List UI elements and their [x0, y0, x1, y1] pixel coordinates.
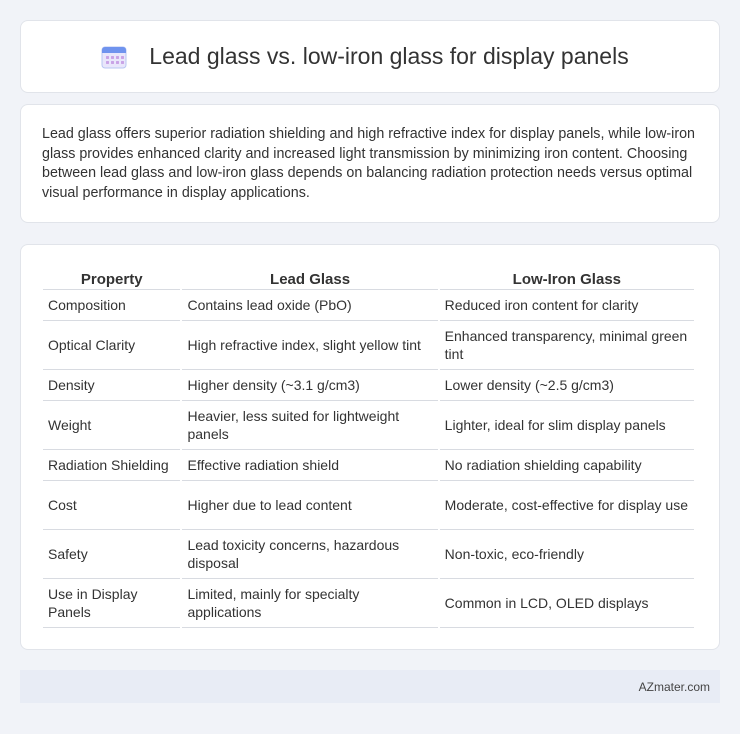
- cell-low-iron-glass: Lower density (~2.5 g/cm3): [440, 370, 694, 401]
- calendar-icon: [101, 45, 127, 69]
- table-row: [43, 579, 694, 628]
- cell-property: Safety: [43, 530, 180, 579]
- cell-lead-glass: Effective radiation shield: [182, 450, 437, 481]
- cell-low-iron-glass: Moderate, cost-effective for display use: [440, 481, 694, 530]
- table-row: [43, 290, 694, 321]
- table-row: [43, 370, 694, 401]
- cell-lead-glass: Limited, mainly for specialty applications: [182, 579, 437, 628]
- cell-property: Composition: [43, 290, 180, 321]
- table-row: [43, 450, 694, 481]
- footer-brand: AZmater.com: [638, 679, 710, 694]
- table-row: [43, 321, 694, 370]
- table-row: [43, 530, 694, 579]
- intro-card: [20, 104, 720, 223]
- page-title: Lead glass vs. low-iron glass for display panels: [149, 43, 629, 69]
- cell-property: Weight: [43, 401, 180, 450]
- cell-low-iron-glass: Non-toxic, eco-friendly: [440, 530, 694, 579]
- table-header-row: [43, 264, 694, 290]
- table-row: [43, 401, 694, 450]
- cell-lead-glass: Higher due to lead content: [182, 481, 437, 530]
- cell-property: Radiation Shielding: [43, 450, 180, 481]
- cell-low-iron-glass: Lighter, ideal for slim display panels: [440, 401, 694, 450]
- footer-bar: [20, 670, 720, 703]
- cell-lead-glass: Lead toxicity concerns, hazardous disposal: [182, 530, 437, 579]
- cell-lead-glass: Higher density (~3.1 g/cm3): [182, 370, 437, 401]
- cell-low-iron-glass: No radiation shielding capability: [440, 450, 694, 481]
- table-row: [43, 481, 694, 530]
- column-header-lead-glass: Lead Glass: [182, 264, 437, 290]
- cell-low-iron-glass: Common in LCD, OLED displays: [440, 579, 694, 628]
- cell-lead-glass: High refractive index, slight yellow tint: [182, 321, 437, 370]
- title-group: [101, 43, 628, 70]
- comparison-card: [20, 244, 720, 650]
- cell-property: Use in Display Panels: [43, 579, 180, 628]
- column-header-low-iron-glass: Low-Iron Glass: [440, 264, 694, 290]
- cell-lead-glass: Heavier, less suited for lightweight panels: [182, 401, 437, 450]
- cell-lead-glass: Contains lead oxide (PbO): [182, 290, 437, 321]
- cell-low-iron-glass: Reduced iron content for clarity: [440, 290, 694, 321]
- cell-property: Density: [43, 370, 180, 401]
- comparison-table: [41, 264, 696, 628]
- intro-paragraph: Lead glass offers superior radiation shielding and high refractive index for display panels, while low-iron glass provides enhanced clarity and increased light transmission by minimizing iron content. Choosing between lead glass and low-iron glass depends on balancing radiation protection needs versus optimal visual performance in display applications.: [42, 126, 695, 201]
- cell-property: Cost: [43, 481, 180, 530]
- title-card: [20, 20, 720, 93]
- cell-low-iron-glass: Enhanced transparency, minimal green tint: [440, 321, 694, 370]
- column-header-property: Property: [43, 264, 180, 290]
- cell-property: Optical Clarity: [43, 321, 180, 370]
